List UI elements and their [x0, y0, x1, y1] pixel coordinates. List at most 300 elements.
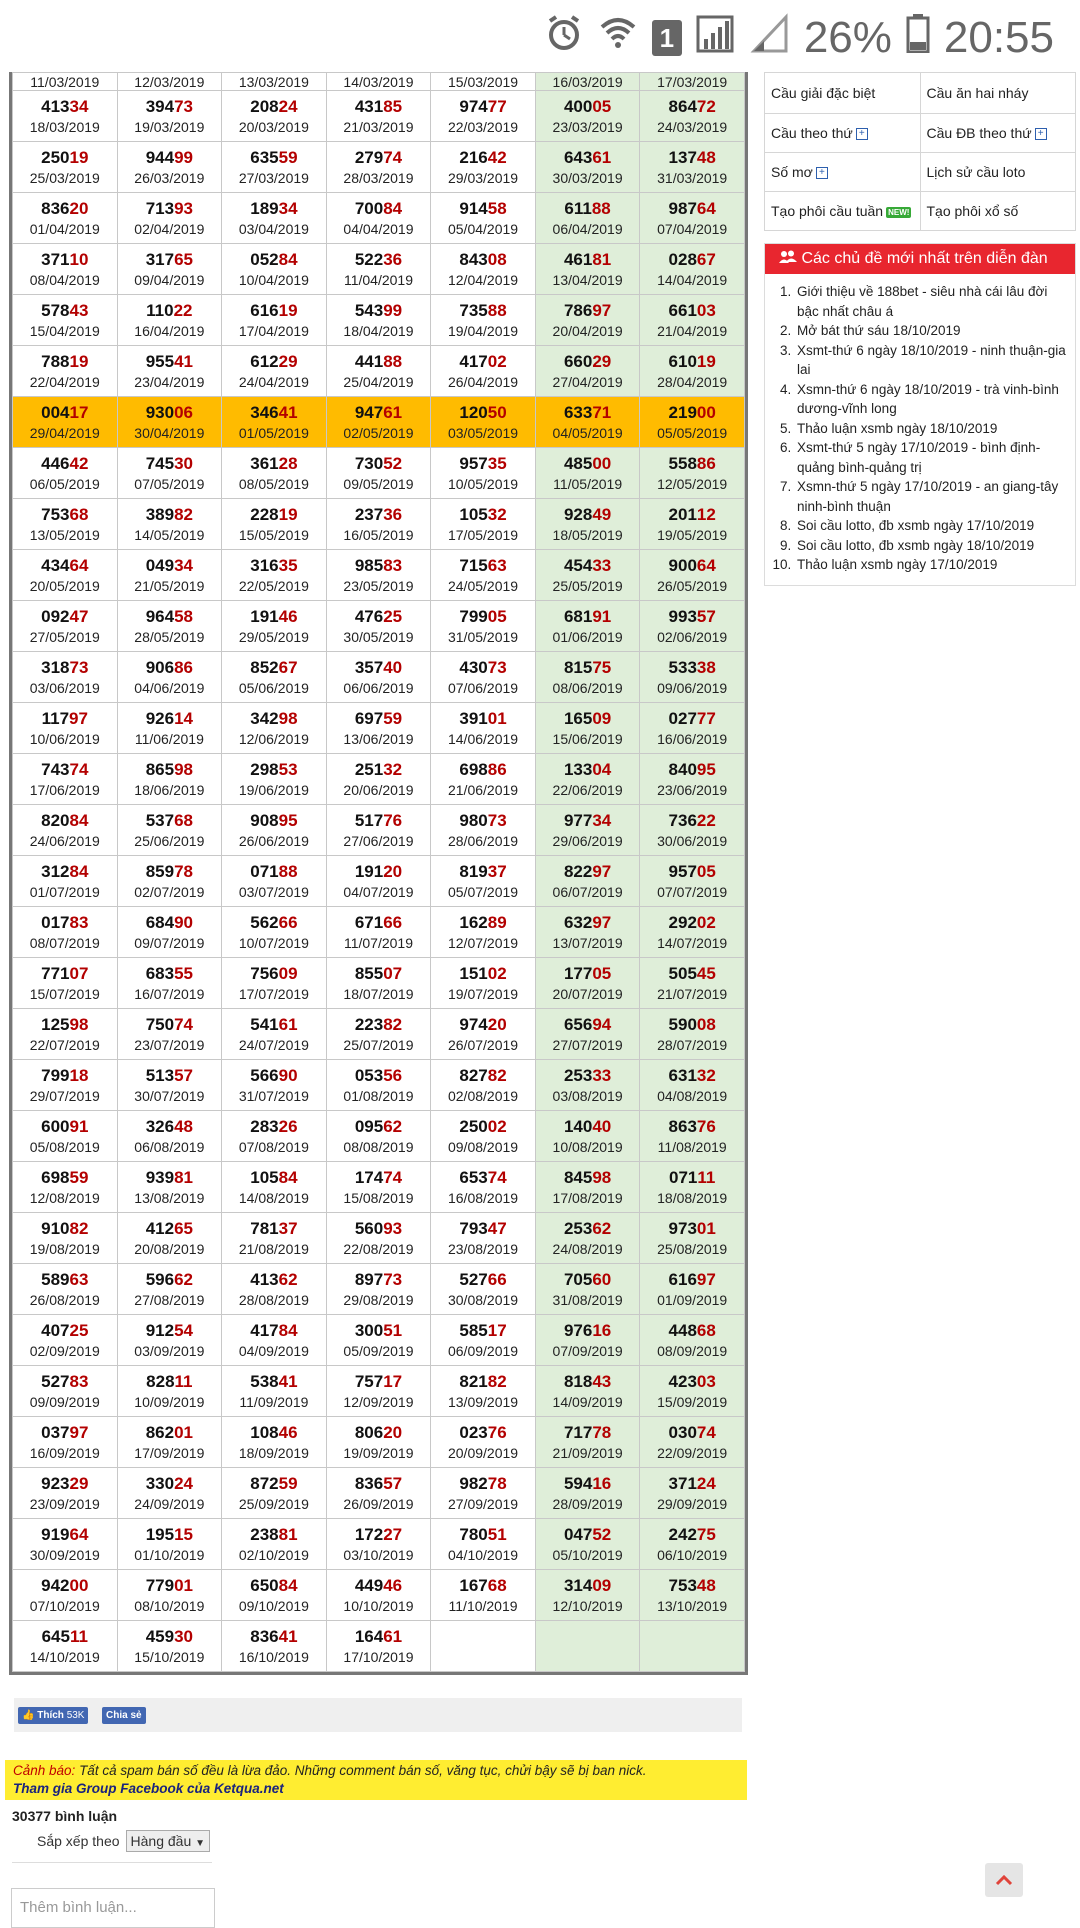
result-number: 86598: [145, 760, 193, 779]
result-date: 20/07/2019: [552, 986, 623, 1002]
result-cell: [326, 1111, 431, 1162]
link-cau-giai-dac-biet[interactable]: [765, 73, 921, 114]
result-date: 14/05/2019: [134, 527, 205, 543]
result-date: 13/05/2019: [29, 527, 100, 543]
forum-topic-link[interactable]: 4. Xsmn-thứ 6 ngày 18/10/2019 - trà vinh-bình dương-vĩnh long: [795, 380, 1069, 419]
result-cell: [117, 1366, 222, 1417]
result-cell: [431, 1519, 536, 1570]
result-number: 82811: [146, 1372, 193, 1391]
result-date: 14/08/2019: [238, 1190, 309, 1206]
result-last-digits: 84: [278, 1576, 298, 1595]
result-last-digits: 84: [69, 811, 89, 830]
link-cau-db-theo-thu[interactable]: [920, 114, 1076, 153]
result-date: 04/10/2019: [447, 1547, 519, 1563]
result-number: 40005: [563, 97, 612, 116]
result-date: 01/05/2019: [238, 425, 309, 441]
link-tao-phoi-xo-so[interactable]: [920, 192, 1076, 231]
result-last-digits: 11: [697, 1168, 716, 1187]
result-last-digits: 91: [592, 607, 612, 626]
result-number: 95705: [668, 862, 716, 881]
result-number: 83657: [354, 1474, 403, 1493]
result-cell: [222, 193, 327, 244]
result-cell: [640, 856, 745, 907]
result-last-digits: 94: [592, 1015, 612, 1034]
result-cell: [640, 805, 745, 856]
table-row: [13, 907, 745, 958]
result-cell: [326, 1213, 431, 1264]
expand-plus-icon[interactable]: +: [1035, 128, 1047, 140]
result-last-digits: 72: [696, 97, 716, 116]
table-row: [13, 1621, 745, 1672]
result-number: 91964: [41, 1525, 89, 1544]
result-cell: [535, 1621, 640, 1672]
result-cell: [431, 1264, 536, 1315]
result-last-digits: 32: [487, 505, 507, 524]
result-date: 17/03/2019: [657, 73, 728, 90]
result-number: 16289: [459, 913, 507, 932]
clock-time: 20:55: [943, 13, 1054, 62]
result-number: 11797: [41, 709, 88, 728]
result-cell: [431, 346, 536, 397]
result-cell: [117, 448, 222, 499]
result-last-digits: 17: [383, 1372, 403, 1391]
result-cell: [13, 91, 118, 142]
result-last-digits: 00: [696, 403, 716, 422]
result-cell: [13, 601, 118, 652]
result-number: 53338: [668, 658, 716, 677]
result-number: 75348: [668, 1576, 716, 1595]
result-last-digits: 68: [487, 1576, 507, 1595]
result-cell: [222, 1162, 327, 1213]
result-cell: [535, 856, 640, 907]
link-cau-theo-thu[interactable]: [765, 114, 921, 153]
back-to-top-button[interactable]: [985, 1863, 1023, 1897]
result-last-digits: 88: [487, 301, 507, 320]
result-last-digits: 35: [278, 556, 298, 575]
result-cell: [326, 346, 431, 397]
result-number: 39473: [145, 97, 193, 116]
result-cell: [640, 1570, 745, 1621]
result-number: 16461: [354, 1627, 403, 1646]
link-lich-su-cau-loto[interactable]: [920, 153, 1076, 192]
result-cell: [431, 295, 536, 346]
result-cell: [431, 601, 536, 652]
forum-topic-link[interactable]: 8. Soi cầu lotto, đb xsmb ngày 17/10/2019: [795, 516, 1069, 536]
result-number: 22819: [250, 505, 298, 524]
result-number: 13748: [668, 148, 716, 167]
result-number: 68191: [563, 607, 612, 626]
table-row: [13, 1009, 745, 1060]
result-date: 23/05/2019: [343, 578, 414, 594]
result-cell: [13, 1162, 118, 1213]
result-date: 27/07/2019: [552, 1037, 623, 1053]
result-number: 56266: [250, 913, 298, 932]
table-row: [13, 193, 745, 244]
result-last-digits: 19: [696, 352, 716, 371]
result-date: 29/06/2019: [552, 833, 623, 849]
facebook-like-button[interactable]: [18, 1707, 88, 1724]
warning-message: Tất cả spam bán số đều là lừa đảo. Những comment bán số, văng tục, chửi bậy sẽ bị ban nick.: [75, 1763, 647, 1778]
result-number: 69759: [354, 709, 403, 728]
result-last-digits: 74: [487, 1168, 507, 1187]
result-number: 18934: [250, 199, 298, 218]
result-last-digits: 29: [69, 1474, 89, 1493]
result-last-digits: 84: [278, 1168, 298, 1187]
table-row: [13, 754, 745, 805]
result-date: 15/08/2019: [343, 1190, 414, 1206]
warning-label: Cảnh báo:: [13, 1763, 76, 1778]
result-last-digits: 59: [69, 1168, 89, 1187]
result-last-digits: 29: [278, 352, 298, 371]
result-date: 04/08/2019: [657, 1088, 728, 1104]
result-cell: [222, 1519, 327, 1570]
result-number: 95541: [145, 352, 193, 371]
result-number: 82182: [459, 1372, 507, 1391]
result-last-digits: 22: [173, 301, 193, 320]
result-date: 20/09/2019: [447, 1445, 519, 1461]
result-cell: [431, 703, 536, 754]
result-cell: [535, 193, 640, 244]
result-cell: [431, 91, 536, 142]
result-cell: [535, 91, 640, 142]
result-date: 11/07/2019: [343, 935, 413, 951]
result-date: 28/05/2019: [134, 629, 205, 645]
result-date: 10/04/2019: [238, 272, 309, 288]
result-number: 25362: [563, 1219, 612, 1238]
result-cell: [13, 1468, 118, 1519]
forum-topic-link[interactable]: 1. Giới thiệu về 188bet - siêu nhà cái lâu đời bậc nhất châu á: [795, 282, 1069, 321]
result-last-digits: 62: [592, 1219, 612, 1238]
expand-plus-icon[interactable]: +: [816, 167, 828, 179]
result-last-digits: 55: [174, 964, 193, 983]
result-last-digits: 15: [174, 1525, 193, 1544]
result-date: 24/05/2019: [447, 578, 519, 594]
result-number: 46181: [563, 250, 612, 269]
result-number: 17705: [563, 964, 612, 983]
result-date: 20/04/2019: [552, 323, 623, 339]
result-last-digits: 73: [383, 1270, 403, 1289]
result-date: 18/07/2019: [343, 986, 414, 1002]
result-cell: [222, 73, 327, 91]
result-date: 22/03/2019: [447, 119, 519, 135]
result-date: 18/06/2019: [134, 782, 205, 798]
result-date: 05/04/2019: [447, 221, 519, 237]
result-number: 61188: [564, 199, 611, 218]
result-date: 25/03/2019: [29, 170, 100, 186]
result-number: 40725: [41, 1321, 89, 1340]
result-date: 02/06/2019: [657, 629, 728, 645]
table-row: [13, 1570, 745, 1621]
table-row: [13, 1519, 745, 1570]
result-date: 31/07/2019: [238, 1088, 309, 1104]
result-number: 05284: [250, 250, 298, 269]
result-last-digits: 33: [592, 556, 612, 575]
result-date: 26/04/2019: [447, 374, 519, 390]
result-cell: [222, 856, 327, 907]
result-cell: [535, 550, 640, 601]
result-date: 31/05/2019: [447, 629, 519, 645]
result-cell: [117, 91, 222, 142]
result-date: 08/10/2019: [134, 1598, 205, 1614]
result-last-digits: 83: [69, 1372, 89, 1391]
result-last-digits: 34: [592, 811, 612, 830]
result-cell: [431, 805, 536, 856]
result-date: 27/03/2019: [238, 170, 309, 186]
table-row: [13, 601, 745, 652]
result-number: 65694: [563, 1015, 612, 1034]
result-last-digits: 78: [592, 1423, 612, 1442]
result-number: 41784: [250, 1321, 298, 1340]
result-cell: [431, 907, 536, 958]
result-cell: [222, 907, 327, 958]
table-row: [13, 1315, 745, 1366]
result-date: 17/05/2019: [447, 527, 519, 543]
result-cell: [640, 499, 745, 550]
result-cell: [13, 193, 118, 244]
result-date: 12/09/2019: [343, 1394, 414, 1410]
result-date: 26/07/2019: [447, 1037, 519, 1053]
expand-plus-icon[interactable]: +: [856, 128, 868, 140]
tool-links-table: [764, 72, 1076, 231]
forum-topic-link[interactable]: 10. Thảo luận xsmb ngày 17/10/2019: [795, 555, 1069, 575]
result-last-digits: 66: [278, 913, 298, 932]
table-row: [13, 856, 745, 907]
result-date: 05/07/2019: [447, 884, 519, 900]
result-number: 75609: [250, 964, 298, 983]
result-number: 24275: [668, 1525, 716, 1544]
result-last-digits: 05: [487, 607, 507, 626]
result-number: 78819: [41, 352, 89, 371]
result-cell: [222, 1060, 327, 1111]
result-last-digits: 43: [69, 301, 89, 320]
result-date: 30/04/2019: [134, 425, 205, 441]
result-date: 08/06/2019: [552, 680, 623, 696]
result-number: 41702: [459, 352, 507, 371]
sort-value: Hàng đầu: [130, 1833, 192, 1849]
result-last-digits: 83: [69, 913, 89, 932]
result-last-digits: 24: [696, 1474, 716, 1493]
result-last-digits: 22: [696, 811, 716, 830]
result-number: 14040: [563, 1117, 612, 1136]
result-number: 53768: [145, 811, 193, 830]
result-last-digits: 85: [383, 97, 403, 116]
result-date: 14/09/2019: [552, 1394, 623, 1410]
result-number: 43185: [354, 97, 403, 116]
comment-input[interactable]: Thêm bình luận...: [11, 1888, 215, 1928]
result-cell: [13, 1519, 118, 1570]
result-date: 18/09/2019: [238, 1445, 309, 1461]
table-row: [13, 1264, 745, 1315]
result-number: 04934: [145, 556, 193, 575]
result-cell: [13, 805, 118, 856]
result-last-digits: 84: [278, 250, 298, 269]
table-row: [13, 958, 745, 1009]
result-number: 34641: [250, 403, 298, 422]
result-cell: [640, 1519, 745, 1570]
result-cell: [117, 550, 222, 601]
result-date: 18/08/2019: [657, 1190, 728, 1206]
result-cell: [13, 907, 118, 958]
result-date: 21/04/2019: [657, 323, 728, 339]
result-last-digits: 90: [278, 1066, 298, 1085]
result-cell: [431, 142, 536, 193]
result-last-digits: 61: [383, 1627, 403, 1646]
result-last-digits: 01: [696, 1219, 716, 1238]
result-number: 29202: [668, 913, 716, 932]
table-row: [13, 142, 745, 193]
forum-topic-link[interactable]: 7. Xsmn-thứ 5 ngày 17/10/2019 - an giang-tây ninh-bình thuận: [795, 477, 1069, 516]
result-cell: [640, 244, 745, 295]
result-date: 14/03/2019: [343, 73, 414, 90]
result-number: 58517: [459, 1321, 507, 1340]
result-last-digits: 97: [592, 301, 612, 320]
result-last-digits: 88: [383, 352, 403, 371]
result-number: 56690: [250, 1066, 298, 1085]
forum-topic-link[interactable]: 5. Thảo luận xsmb ngày 18/10/2019: [795, 419, 1069, 439]
link-tao-phoi-cau-tuan[interactable]: [765, 192, 921, 231]
result-last-digits: 25: [383, 607, 403, 626]
result-date: 03/07/2019: [238, 884, 309, 900]
result-cell: [640, 1162, 745, 1213]
result-number: 19515: [145, 1525, 193, 1544]
result-date: 22/08/2019: [343, 1241, 414, 1257]
result-cell: [222, 499, 327, 550]
result-cell: [535, 1468, 640, 1519]
result-cell: [222, 1111, 327, 1162]
result-cell: [535, 1417, 640, 1468]
result-date: 07/04/2019: [657, 221, 728, 237]
result-cell: [535, 907, 640, 958]
result-last-digits: 77: [487, 97, 507, 116]
result-date: 10/09/2019: [134, 1394, 205, 1410]
result-date: 18/04/2019: [343, 323, 414, 339]
result-number: 25002: [459, 1117, 507, 1136]
result-date: 19/04/2019: [447, 323, 519, 339]
result-last-digits: 76: [696, 1117, 716, 1136]
result-last-digits: 65: [174, 1219, 193, 1238]
result-last-digits: 58: [174, 607, 193, 626]
result-last-digits: 36: [383, 250, 403, 269]
result-date: 18/03/2019: [29, 119, 100, 135]
result-date: 20/06/2019: [343, 782, 414, 798]
result-number: 77901: [145, 1576, 193, 1595]
result-date: 06/06/2019: [343, 680, 414, 696]
result-number: 81843: [563, 1372, 612, 1391]
result-cell: [117, 907, 222, 958]
result-date: 29/09/2019: [657, 1496, 728, 1512]
result-date: 07/06/2019: [447, 680, 519, 696]
result-last-digits: 81: [592, 250, 612, 269]
result-last-digits: 02: [487, 964, 507, 983]
result-cell: [222, 1366, 327, 1417]
result-date: 13/07/2019: [552, 935, 623, 951]
result-date: 07/10/2019: [29, 1598, 100, 1614]
table-row: [13, 295, 745, 346]
result-last-digits: 93: [383, 1219, 403, 1238]
result-cell: [222, 1264, 327, 1315]
result-cell: [431, 1111, 536, 1162]
result-number: 84095: [668, 760, 716, 779]
result-number: 75717: [354, 1372, 403, 1391]
result-number: 71393: [145, 199, 193, 218]
result-number: 30051: [354, 1321, 403, 1340]
result-number: 54161: [250, 1015, 298, 1034]
result-last-digits: 82: [69, 1219, 89, 1238]
table-row: [13, 448, 745, 499]
result-number: 78137: [250, 1219, 298, 1238]
facebook-share-button[interactable]: [102, 1707, 146, 1724]
result-date: 26/03/2019: [134, 170, 205, 186]
result-cell: [117, 1315, 222, 1366]
result-cell: [431, 1162, 536, 1213]
result-number: 56093: [354, 1219, 403, 1238]
result-cell: [117, 1060, 222, 1111]
result-date: 09/05/2019: [343, 476, 414, 492]
forum-topic-link[interactable]: 9. Soi cầu lotto, đb xsmb ngày 18/10/2019: [795, 536, 1069, 556]
result-cell: [222, 1417, 327, 1468]
result-cell: [222, 754, 327, 805]
result-last-digits: 10: [69, 250, 89, 269]
result-number: 10846: [250, 1423, 298, 1442]
result-number: 31284: [41, 862, 89, 881]
result-number: 52783: [41, 1372, 89, 1391]
result-number: 63132: [668, 1066, 716, 1085]
result-date: 07/09/2019: [552, 1343, 623, 1359]
new-badge: NEW!: [888, 207, 910, 217]
result-number: 93981: [145, 1168, 193, 1187]
result-cell: [117, 244, 222, 295]
sort-select[interactable]: [126, 1830, 211, 1852]
result-cell: [13, 1213, 118, 1264]
forum-topics-panel: [764, 243, 1076, 586]
result-last-digits: 18: [69, 1066, 89, 1085]
result-number: 75074: [145, 1015, 193, 1034]
result-number: 97301: [668, 1219, 716, 1238]
result-number: 23881: [250, 1525, 298, 1544]
result-number: 85978: [145, 862, 193, 881]
result-last-digits: 47: [487, 1219, 507, 1238]
result-date: 07/08/2019: [238, 1139, 309, 1155]
result-number: 65084: [250, 1576, 298, 1595]
result-cell: [431, 550, 536, 601]
forum-topic-link[interactable]: 3. Xsmt-thứ 6 ngày 18/10/2019 - ninh thuận-gia lai: [795, 341, 1069, 380]
link-cau-an-hai-nhay[interactable]: [920, 73, 1076, 114]
result-cell: [326, 805, 431, 856]
link-so-mo[interactable]: [765, 153, 921, 192]
result-date: 08/08/2019: [343, 1139, 414, 1155]
forum-topic-link[interactable]: 2. Mở bát thứ sáu 18/10/2019: [795, 321, 1069, 341]
result-date: 11/04/2019: [343, 272, 413, 288]
facebook-group-link[interactable]: Tham gia Group Facebook của Ketqua.net: [13, 1781, 284, 1796]
result-number: 54399: [354, 301, 403, 320]
result-cell: [117, 1009, 222, 1060]
result-last-digits: 32: [383, 760, 403, 779]
result-date: 08/07/2019: [29, 935, 100, 951]
result-date: 29/07/2019: [29, 1088, 100, 1104]
result-date: 23/08/2019: [447, 1241, 519, 1257]
result-date: 14/07/2019: [657, 935, 728, 951]
result-last-digits: 33: [592, 1066, 612, 1085]
result-date: 22/06/2019: [552, 782, 623, 798]
result-number: 07111: [669, 1168, 716, 1187]
result-date: 14/04/2019: [657, 272, 728, 288]
result-number: 45930: [145, 1627, 193, 1646]
result-date: 13/04/2019: [552, 272, 623, 288]
result-last-digits: 61: [592, 148, 612, 167]
result-date: 06/10/2019: [657, 1547, 728, 1563]
forum-topic-link[interactable]: 6. Xsmt-thứ 5 ngày 17/10/2019 - bình định-quảng bình-quảng trị: [795, 438, 1069, 477]
result-last-digits: 30: [174, 1627, 193, 1646]
